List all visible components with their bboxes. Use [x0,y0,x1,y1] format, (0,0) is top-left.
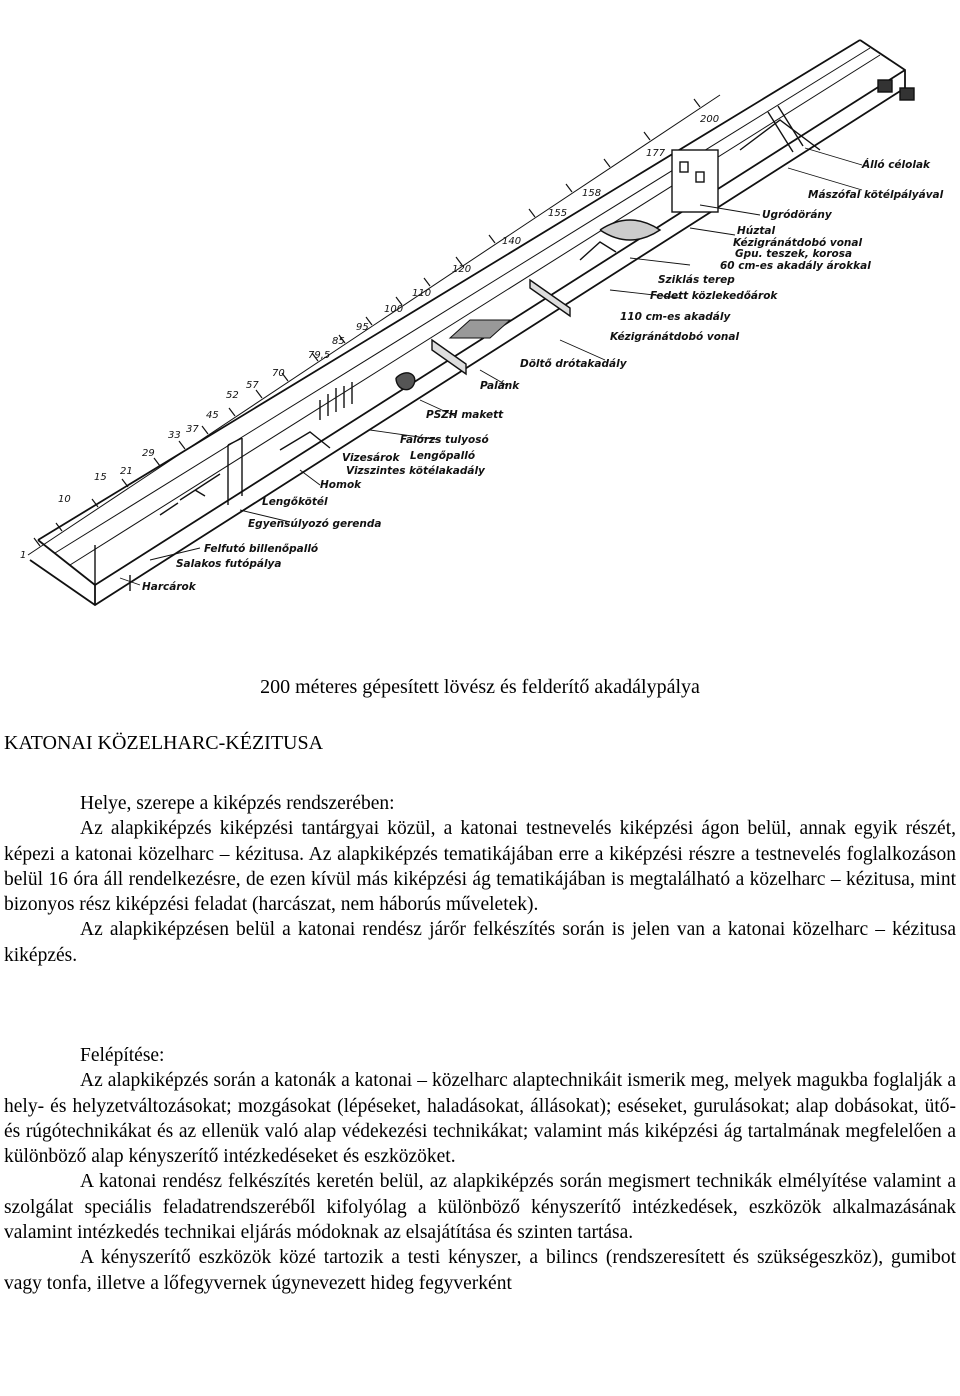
distance-label: 1 [20,550,27,561]
obstacle-label: 60 cm-es akadály árokkal [720,260,871,272]
obstacles [95,80,914,591]
distance-label: 177 [646,148,666,159]
page-title: KATONAI KÖZELHARC-KÉZITUSA [4,732,324,754]
obstacle-label: PSZH makett [426,409,504,421]
leader-lines [120,148,862,585]
paragraph: Az alapkiképzésen belül a katonai rendész járőr felkészítés során is jelen van a katonai közelharc – kézitusa kiképzés. [4,919,956,966]
section-structure [4,1043,956,1296]
distance-label: 37 [186,424,199,435]
paragraph: A katonai rendész felkészítés keretén belül, az alapkiképzés során megismert technikák elmélyítése valamint a szolgálat speciális feladatrendszeréből kifolyólag a különböző kényszerítő intézkedések, eszközök alkalmazásának valamint intézkedés technikai eljárás módoknak az elsajátítása és szinten tartása. [4,1171,956,1244]
obstacle-label: Gpu. teszek, korosa [735,248,853,260]
figure-caption: 200 méteres gépesített lövész és felderítő akadálypálya [260,676,700,698]
distance-label: 79,5 [308,350,331,361]
obstacle-label: Felfutó billenőpalló [204,543,319,555]
obstacle-label: Vizesárok [342,452,400,464]
obstacle-label: Palánk [480,380,520,392]
obstacle-label: Lengőpalló [410,450,476,462]
distance-label: 85 [332,336,345,347]
section-subtitle: Helye, szerepe a kiképzés rendszerében: [80,793,395,814]
obstacle-label: Mászófal kötélpályával [808,189,944,201]
obstacle-label: Álló célolak [862,159,931,171]
obstacle-labels [142,158,944,593]
obstacle-label: Vizszintes kötélakadály [346,465,485,477]
distance-label: 70 [272,368,285,379]
distance-label: 10 [58,494,71,505]
obstacle-label: Harcárok [142,581,196,593]
distance-label: 45 [206,410,219,421]
obstacle-label: Fedett közlekedőárok [650,290,778,302]
obstacle-label: Homok [320,479,362,491]
distance-label: 120 [452,264,472,275]
distance-label: 29 [142,448,155,459]
obstacle-label: Lengőkötél [262,496,328,508]
distance-label: 200 [700,114,720,125]
obstacle-label: Egyensúlyozó gerenda [248,518,382,530]
distance-label: 15 [94,472,107,483]
paragraph: Az alapkiképzés során a katonák a katonai – közelharc alaptechnikáit ismerik meg, melyek magukba foglalják a hely- és helyzetváltozásokat; mozgásokat (lépéseket, haladásokat, állásokat); eséseket, gurulásokat; alap dobásokat, ütő- és rúgótechnikákat és az ellenük való alap védekezési technikákat; valamint más kiképzési ág tartalmának megfelelően a különböző alap kényszerítő intézkedéseket és eszközöket. [4,1070,956,1168]
distance-label: 158 [582,188,602,199]
obstacle-label: Kézigránátdobó vonal [610,331,740,343]
obstacle-label: 110 cm-es akadály [620,311,731,323]
obstacle-label: Döltő drótakadály [520,358,627,370]
distance-label: 52 [226,390,239,401]
obstacle-label: Húztal [737,225,776,237]
obstacle-label: Salakos futópálya [176,558,282,570]
distance-label: 33 [168,430,181,441]
obstacle-course-diagram [0,0,960,665]
paragraph: Az alapkiképzés kiképzési tantárgyai közül, a katonai testnevelés kiképzési ágon belül, annak egyik részét, képezi a katonai közelharc – kézitusa. Az alapkiképzés tematikájában erre a kiképzési részre a testnevelés foglalkozáson belül 16 óra áll rendelkezésre, de ezen kívül más kiképzési ág tematikájában is megtalálható a közelharc – kézitusa, mint bizonyos rész kiképzési feladat (harcászat, nem háborús műveletek). [4,818,956,916]
distance-label: 155 [548,208,568,219]
obstacle-label: Falórzs tulyosó [400,434,489,446]
distance-label: 21 [120,466,133,477]
obstacle-label: Sziklás terep [658,274,735,286]
distance-label: 100 [384,304,404,315]
obstacle-label: Ugródörány [762,209,832,221]
distance-label: 110 [412,288,432,299]
distance-label: 140 [502,236,522,247]
distance-label: 95 [356,322,369,333]
section-subtitle: Felépítése: [80,1045,165,1066]
obstacle-label: Kézigránátdobó vonal [733,237,863,249]
distance-label: 57 [246,380,259,391]
paragraph: A kényszerítő eszközök közé tartozik a testi kényszer, a bilincs (rendszeresített és szükségeszköz), gumibot vagy tonfa, illetve a lőfegyvernek úgynevezett hideg fegyverként [4,1247,956,1294]
section-placement [4,791,956,968]
